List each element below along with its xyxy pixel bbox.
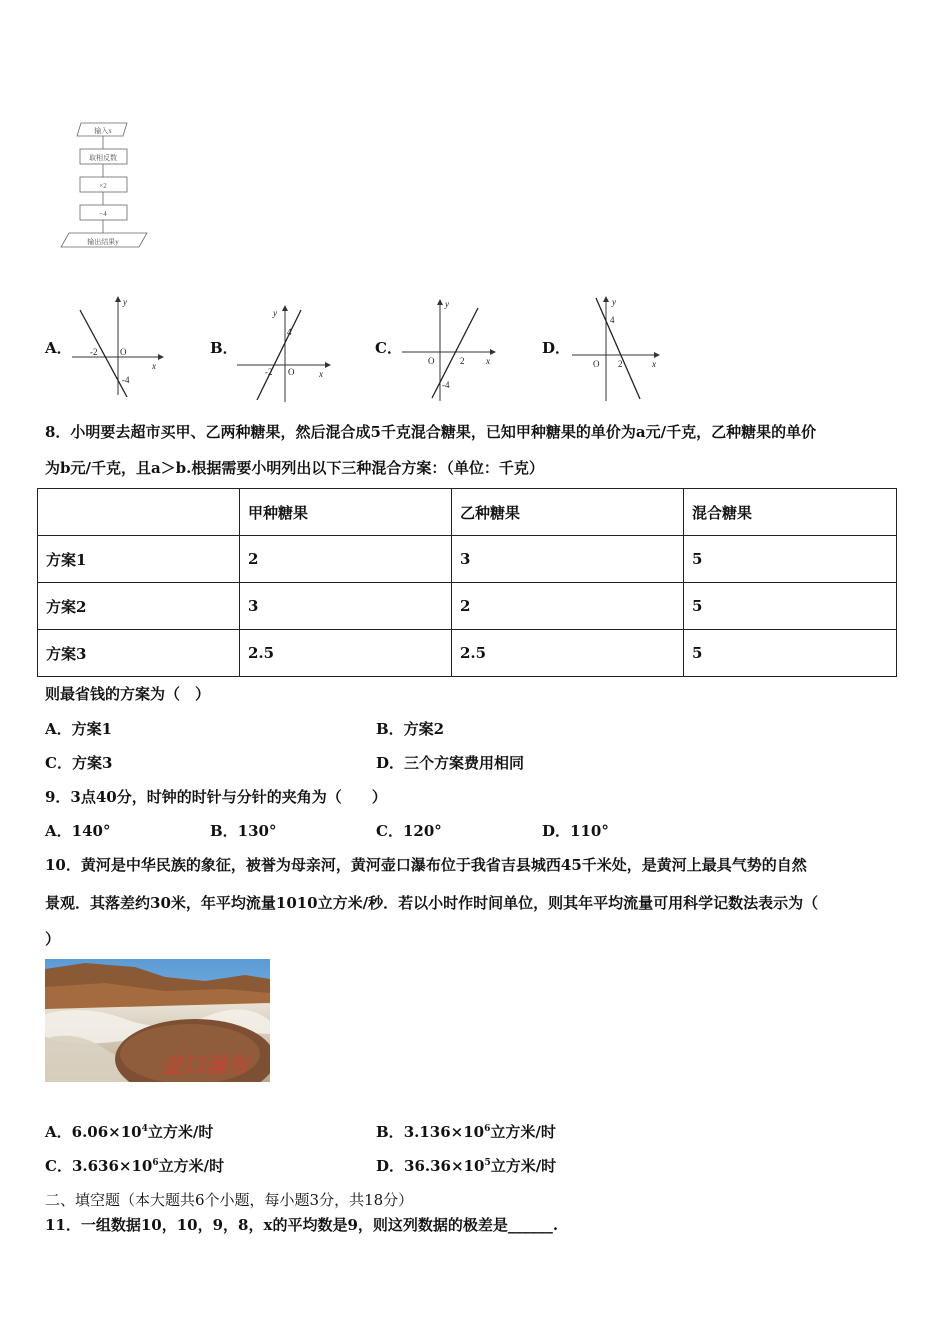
q10-option-c-unit: 立方米/时 — [158, 1157, 225, 1175]
q10-option-a-label: A． — [45, 1123, 72, 1141]
q10-option-a-exp: 4 — [141, 1124, 148, 1134]
q8-stem-line2: 为b元/千克，且a＞b.根据需要小明列出以下三种混合方案：（单位：千克） — [45, 459, 544, 477]
table-cell: 3 — [240, 583, 452, 630]
q10-option-c-coef: 3.636×10 — [71, 1157, 153, 1175]
table-cell: 5 — [684, 583, 897, 630]
q9-stem: 9．3点40分，时钟的时针与分针的夹角为（ ） — [45, 788, 387, 806]
q7-option-a-label: A． — [45, 339, 72, 357]
flow-step-minus4: −4 — [99, 210, 107, 218]
q10-option-b-coef: 3.136×10 — [403, 1123, 485, 1141]
q7-option-d-label: D． — [542, 339, 571, 357]
q7-c-axis-y: y — [445, 299, 449, 309]
q10-option-a — [45, 1121, 213, 1142]
q9-option-a: A．140° — [45, 822, 111, 840]
q8-option-c: C．方案3 — [45, 754, 113, 772]
q7-d-axis-y: y — [612, 297, 616, 307]
q7-b-axis-y: y — [273, 308, 277, 318]
table-header-cell: 混合糖果 — [684, 489, 897, 536]
q10-stem-line2: 景观．其落差约30米，年平均流量1010立方米/秒．若以小时作时间单位，则其年平均流量可用科学记数法表示为（ — [45, 894, 819, 912]
flow-step-times2: ×2 — [99, 182, 107, 190]
q7-c-tick-1: O — [428, 356, 435, 366]
q7-d-tick-1: 4 — [610, 315, 615, 325]
flowchart — [55, 118, 155, 253]
q7-a-tick-2: O — [120, 347, 127, 357]
table-row — [38, 583, 897, 630]
q7-graph-c — [400, 298, 500, 403]
q7-option-b-label: B． — [210, 339, 238, 357]
table-cell: 5 — [684, 536, 897, 583]
q8-option-a: A．方案1 — [45, 720, 113, 738]
q9-option-b: B．130° — [210, 822, 277, 840]
waterfall-photo — [45, 959, 270, 1082]
q10-option-c-label: C． — [45, 1157, 72, 1175]
q10-stem-line3: ） — [45, 930, 61, 948]
table-cell: 2 — [452, 583, 684, 630]
q10-option-b-label: B． — [376, 1123, 404, 1141]
section-heading: 二、填空题（本大题共6个小题，每小题3分，共18分） — [45, 1191, 414, 1209]
q7-b-tick-1: 4 — [287, 327, 292, 337]
q7-a-tick-1: -2 — [90, 347, 98, 357]
q7-d-tick-3: 2 — [618, 359, 623, 369]
q7-graph-d — [570, 295, 665, 405]
flow-step-negate: 取相反数 — [89, 154, 117, 162]
q8-plan-table — [37, 488, 897, 677]
q7-c-tick-3: -4 — [442, 380, 450, 390]
q8-option-b: B．方案2 — [376, 720, 445, 738]
q10-option-d-exp: 5 — [484, 1158, 491, 1168]
q7-b-tick-2: -2 — [265, 367, 273, 377]
q10-option-d-unit: 立方米/时 — [490, 1157, 557, 1175]
q7-a-axis-y: y — [123, 297, 127, 307]
q10-option-b-unit: 立方米/时 — [490, 1123, 556, 1141]
q10-option-a-unit: 立方米/时 — [147, 1123, 214, 1141]
table-header-cell: 乙种糖果 — [452, 489, 684, 536]
q10-option-d-label: D． — [376, 1157, 405, 1175]
q10-option-d — [376, 1155, 556, 1176]
q7-graph-a — [70, 295, 165, 400]
q7-graph-b — [235, 305, 335, 405]
table-cell: 方案1 — [38, 536, 240, 583]
q7-b-axis-x: x — [319, 369, 323, 379]
table-cell: 5 — [684, 630, 897, 677]
table-cell: 2 — [240, 536, 452, 583]
table-row — [38, 536, 897, 583]
table-header-cell: 甲种糖果 — [240, 489, 452, 536]
q9-option-d: D．110° — [542, 822, 609, 840]
q7-option-c-label: C． — [375, 339, 402, 357]
q8-stem-line1: 8．小明要去超市买甲、乙两种糖果，然后混合成5千克混合糖果，已知甲种糖果的单价为a元/千克，乙种糖果的单价 — [45, 423, 817, 441]
table-header-cell — [38, 489, 240, 536]
table-cell: 2.5 — [240, 630, 452, 677]
q7-b-tick-3: O — [288, 367, 295, 377]
q7-a-tick-3: -4 — [122, 375, 130, 385]
table-cell: 3 — [452, 536, 684, 583]
q10-option-c — [45, 1155, 224, 1176]
q10-option-c-exp: 6 — [152, 1158, 159, 1168]
q11-stem: 11．一组数据10，10，9，8，x的平均数是9，则这列数据的极差是______. — [45, 1216, 559, 1234]
flow-step-input: 输入x — [94, 127, 112, 135]
q7-d-tick-2: O — [593, 359, 600, 369]
table-cell: 方案2 — [38, 583, 240, 630]
flow-step-output: 输出结果y — [87, 238, 119, 246]
q10-stem-line1: 10．黄河是中华民族的象征，被誉为母亲河，黄河壶口瀑布位于我省吉县城西45千米处，是黄河上最具气势的自然 — [45, 856, 807, 874]
q10-option-b-exp: 6 — [484, 1124, 491, 1134]
table-cell: 2.5 — [452, 630, 684, 677]
q10-option-a-coef: 6.06×10 — [71, 1123, 142, 1141]
q7-c-tick-2: 2 — [460, 356, 465, 366]
q8-question: 则最省钱的方案为（ ） — [45, 685, 211, 703]
q7-a-axis-x: x — [152, 361, 156, 371]
waterfall-caption: 壶口瀑布 — [160, 1053, 250, 1078]
q7-c-axis-x: x — [486, 356, 490, 366]
q10-option-b — [376, 1121, 556, 1142]
q8-option-d: D．三个方案费用相同 — [376, 754, 525, 772]
q7-d-axis-x: x — [652, 359, 656, 369]
table-header-row — [38, 489, 897, 536]
table-cell: 方案3 — [38, 630, 240, 677]
table-row — [38, 630, 897, 677]
q9-option-c: C．120° — [376, 822, 442, 840]
q10-option-d-coef: 36.36×10 — [404, 1157, 485, 1175]
